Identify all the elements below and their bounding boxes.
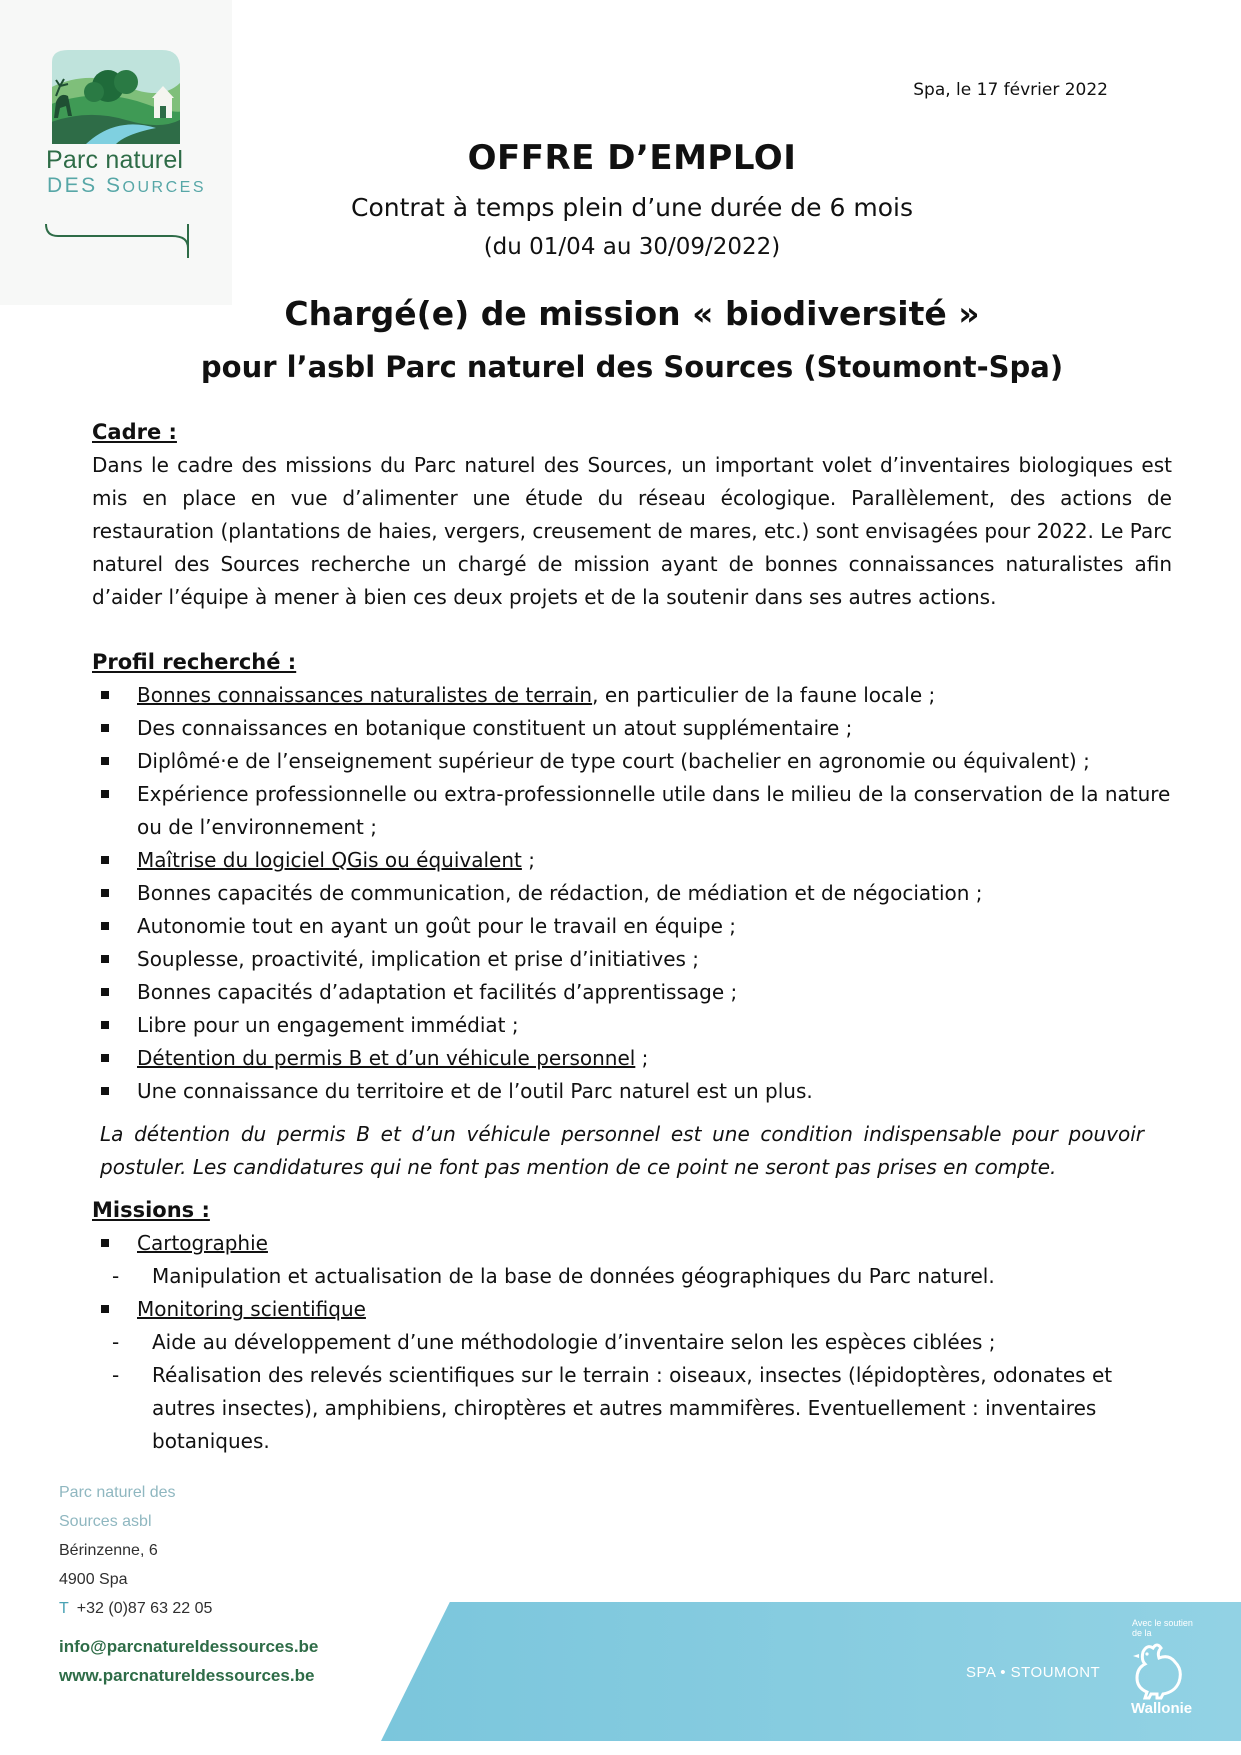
list-item-text: ; — [521, 848, 535, 872]
list-item-highlight: Maîtrise du logiciel QGis ou équivalent — [137, 848, 522, 872]
list-item — [92, 877, 1172, 910]
list-item-text: Bonnes capacités d’adaptation et facilités d’apprentissage ; — [137, 980, 738, 1004]
list-item — [92, 679, 1172, 712]
logo-subtitle-rest: OURCES — [122, 179, 206, 196]
list-item-text: , en particulier de la faune locale ; — [592, 683, 936, 707]
footer-org-line1: Parc naturel des — [59, 1484, 176, 1501]
mission-task-list — [92, 1260, 1172, 1293]
list-item-highlight: Bonnes connaissances naturalistes de terrain — [137, 683, 593, 707]
footer-website-link[interactable]: www.parcnatureldessources.be — [59, 1666, 315, 1685]
logo-name: Parc naturel — [46, 146, 184, 174]
offer-content — [92, 416, 1172, 1458]
mission-task: - Aide au développement d’une méthodologie d’inventaire selon les espèces ciblées ; — [92, 1326, 1172, 1359]
list-item-text: Souplesse, proactivité, implication et prise d’initiatives ; — [137, 947, 700, 971]
mission-group-label — [92, 1227, 1172, 1260]
footer-band — [381, 1602, 1241, 1741]
logo-subtitle-first: DES S — [47, 174, 123, 197]
missions-section — [92, 1194, 1172, 1458]
list-item — [92, 712, 1172, 745]
list-item — [92, 943, 1172, 976]
section-title-cadre: Cadre : — [92, 420, 177, 444]
list-item-text: Diplômé·e de l’enseignement supérieur de type court (bachelier en agronomie ou équivalent) ; — [137, 749, 1090, 773]
list-item-text: Bonnes capacités de communication, de rédaction, de médiation et de négociation ; — [137, 881, 983, 905]
contract-dates: (du 01/04 au 30/09/2022) — [483, 234, 781, 260]
contract-type: Contrat à temps plein d’une durée de 6 mois — [351, 193, 913, 222]
profile-list — [92, 679, 1172, 1108]
list-item-highlight: Détention du permis B et d’un véhicule personnel — [137, 1046, 636, 1070]
list-item-text: Des connaissances en botanique constituent un atout supplémentaire ; — [137, 716, 853, 740]
list-item — [92, 1042, 1172, 1075]
list-item-text: ; — [635, 1046, 649, 1070]
mission-group-monitoring: Monitoring scientifique — [137, 1297, 366, 1321]
cadre-paragraph: Dans le cadre des missions du Parc naturel des Sources, un important volet d’inventaires biologiques est mis en place en vue d’alimenter une étude du réseau écologique. Parallèlement, des actions de restauration (plantations de haies, vergers, creusement de mares, etc.) sont envisagées pour 2022. Le Parc naturel des Sources recherche un chargé de mission ayant de bonnes connaissances naturalistes afin d’aider l’équipe à mener à bien ces deux projets et de la soutenir dans ses autres actions. — [92, 453, 1172, 609]
landscape-deer-chapel-icon — [46, 46, 186, 144]
mission-group-list — [92, 1293, 1172, 1326]
mission-group-cartographie: Cartographie — [137, 1231, 268, 1255]
list-item — [92, 844, 1172, 877]
list-item — [92, 1009, 1172, 1042]
list-item — [92, 1075, 1172, 1108]
footer-band-text: SPA • STOUMONT — [966, 1664, 1101, 1681]
list-item — [92, 910, 1172, 943]
list-item-text: Autonomie tout en ayant un goût pour le travail en équipe ; — [137, 914, 737, 938]
mission-group-list — [92, 1227, 1172, 1260]
footer-email-link[interactable]: info@parcnatureldessources.be — [59, 1637, 319, 1656]
wallonie-name: Wallonie — [1131, 1700, 1193, 1717]
list-item-text: Une connaissance du territoire et de l’outil Parc naturel est un plus. — [137, 1079, 813, 1103]
wallonie-support-text: Avec le soutien de la — [1132, 1618, 1193, 1638]
list-item — [92, 976, 1172, 1009]
footer-org-line2: Sources asbl — [59, 1513, 152, 1530]
mission-task-list — [92, 1326, 1172, 1458]
footer-city: 4900 Spa — [59, 1571, 128, 1588]
list-item-text: Libre pour un engagement immédiat ; — [137, 1013, 519, 1037]
list-item-text: Expérience professionnelle ou extra-professionnelle utile dans le milieu de la conservation de la nature ou de l’environnement ; — [137, 782, 1171, 839]
mission-task: - Manipulation et actualisation de la base de données géographiques du Parc naturel. — [92, 1260, 1172, 1293]
license-note: La détention du permis B et d’un véhicule personnel est une condition indispensable pour pouvoir postuler. Les candidatures qui ne font pas mention de ce point ne seront pas prises en compte. — [100, 1122, 1144, 1179]
section-title-profil: Profil recherché : — [92, 650, 297, 674]
job-subtitle: pour l’asbl Parc naturel des Sources (Stoumont-Spa) — [200, 350, 1064, 384]
footer-address — [59, 1478, 212, 1623]
footer-street: Bérinzenne, 6 — [59, 1542, 158, 1559]
mission-group-label — [92, 1293, 1172, 1326]
phone-icon: T — [59, 1600, 69, 1617]
footer-phone: +32 (0)87 63 22 05 — [76, 1600, 213, 1617]
footer-contact — [59, 1632, 318, 1690]
list-item — [92, 778, 1172, 844]
mission-task: - Réalisation des relevés scientifiques sur le terrain : oiseaux, insectes (lépidoptères, odonates et autres insectes), amphibiens, chiroptères et autres mammifères. Eventuellement : inventaires botaniques. — [92, 1359, 1172, 1458]
list-item — [92, 745, 1172, 778]
job-title: Chargé(e) de mission « biodiversité » — [284, 294, 980, 333]
offer-title: OFFRE D’EMPLOI — [467, 138, 797, 178]
document-date: Spa, le 17 février 2022 — [913, 80, 1108, 100]
footer-phone-row — [59, 1594, 212, 1623]
wallonie-rooster-icon — [1127, 1640, 1189, 1700]
section-title-missions: Missions : — [92, 1198, 210, 1222]
